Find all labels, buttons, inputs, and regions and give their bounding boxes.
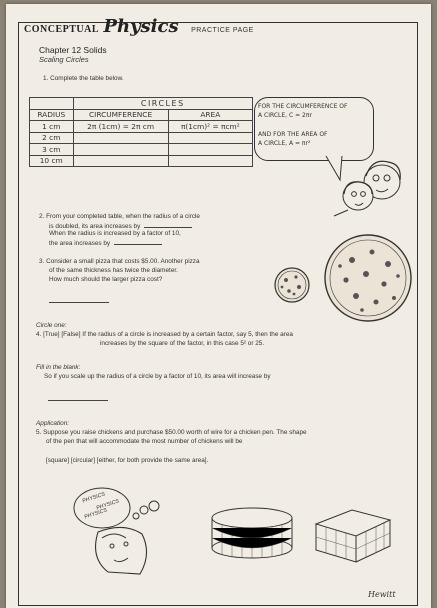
- bubble-line-3: AND FOR THE AREA OF: [258, 131, 328, 138]
- bubble-line-1: FOR THE CIRCUMFERENCE OF: [258, 103, 348, 110]
- table-row: [30, 121, 253, 133]
- brand-physics: Physics: [103, 16, 179, 37]
- column-header-circumference: CIRCUMFERENCE: [73, 109, 168, 121]
- thought-word-3: PHYSICS: [83, 507, 108, 521]
- question-3-line-3: How much should the larger pizza cost?: [49, 276, 163, 283]
- circumference-cell[interactable]: [73, 144, 168, 156]
- question-3-line-2: of the same thickness has twice the diameter.: [49, 267, 178, 274]
- fill-in-blank-line-1: So if you scale up the radius of a circle by a factor of 10, its area will increase by: [44, 373, 271, 380]
- circular-pen-illustration: [206, 504, 298, 566]
- circumference-cell[interactable]: [73, 132, 168, 144]
- circles-table: [29, 97, 253, 167]
- area-cell[interactable]: [168, 155, 252, 167]
- question-2-line-2: is doubled, its area increases by: [49, 221, 192, 231]
- circumference-cell[interactable]: [73, 155, 168, 167]
- chapter-title: Chapter 12 Solids: [39, 45, 107, 55]
- answer-blank[interactable]: [48, 400, 108, 401]
- circle-one-label: Circle one:: [36, 322, 67, 329]
- answer-blank[interactable]: [114, 238, 162, 245]
- fill-in-blank-label: Fill in the blank:: [36, 364, 81, 371]
- worksheet-page: [6, 4, 431, 608]
- column-header-radius: RADIUS: [30, 109, 74, 121]
- question-5-options: [square] [circular] [either, for both provide the same area].: [46, 457, 209, 464]
- question-4-line-1: 4. [True] [False] If the radius of a circle is increased by a certain factor, say 5, then the area: [36, 331, 293, 338]
- radius-cell: 2 cm: [30, 132, 74, 144]
- header: [24, 16, 254, 38]
- answer-blank[interactable]: [144, 221, 192, 228]
- question-2-line-3: When the radius is increased by a factor of 10,: [49, 230, 181, 237]
- practice-page-label: PRACTICE PAGE: [191, 27, 254, 34]
- worksheet-subtitle: Scaling Circles: [39, 55, 89, 64]
- question-4-line-2: increases by the square of the factor, in this case 5² or 25.: [100, 340, 265, 347]
- radius-cell: 3 cm: [30, 144, 74, 156]
- cartoon-faces-illustration: [328, 154, 416, 218]
- answer-blank[interactable]: [49, 302, 109, 303]
- circumference-cell: 2π (1cm) = 2π cm: [73, 121, 168, 133]
- bubble-line-4: A CIRCLE, A = πr²: [258, 140, 311, 147]
- table-title: CIRCLES: [73, 98, 253, 110]
- table-row: [30, 132, 253, 144]
- large-pizza-illustration: [322, 232, 414, 324]
- question-2-line-1: 2. From your completed table, when the radius of a circle: [39, 213, 200, 220]
- application-label: Application:: [36, 420, 70, 427]
- question-1: 1. Complete the table below.: [43, 75, 124, 82]
- thought-word-2: PHYSICS: [95, 498, 120, 512]
- radius-cell: 10 cm: [30, 155, 74, 167]
- radius-cell: 1 cm: [30, 121, 74, 133]
- thought-word-1: PHYSICS: [81, 491, 106, 505]
- small-pizza-illustration: [272, 265, 312, 305]
- table-row: [30, 144, 253, 156]
- area-cell: π(1cm)² = πcm²: [168, 121, 252, 133]
- column-header-area: AREA: [168, 109, 252, 121]
- area-cell[interactable]: [168, 132, 252, 144]
- question-5-line-2: of the pen that will accommodate the most number of chickens will be: [46, 438, 243, 445]
- table-row: [30, 155, 253, 167]
- question-5-line-1: 5. Suppose you raise chickens and purchase $50.00 worth of wire for a chicken pen. The shape: [36, 429, 307, 436]
- square-pen-illustration: [310, 502, 396, 566]
- question-2-line-4: the area increases by: [49, 238, 162, 248]
- area-cell[interactable]: [168, 144, 252, 156]
- brand-conceptual: CONCEPTUAL: [24, 24, 100, 35]
- question-3-line-1: 3. Consider a small pizza that costs $5.00. Another pizza: [39, 258, 200, 265]
- author-signature: Hewitt: [368, 590, 396, 599]
- bubble-line-2: A CIRCLE, C = 2πr: [258, 112, 312, 119]
